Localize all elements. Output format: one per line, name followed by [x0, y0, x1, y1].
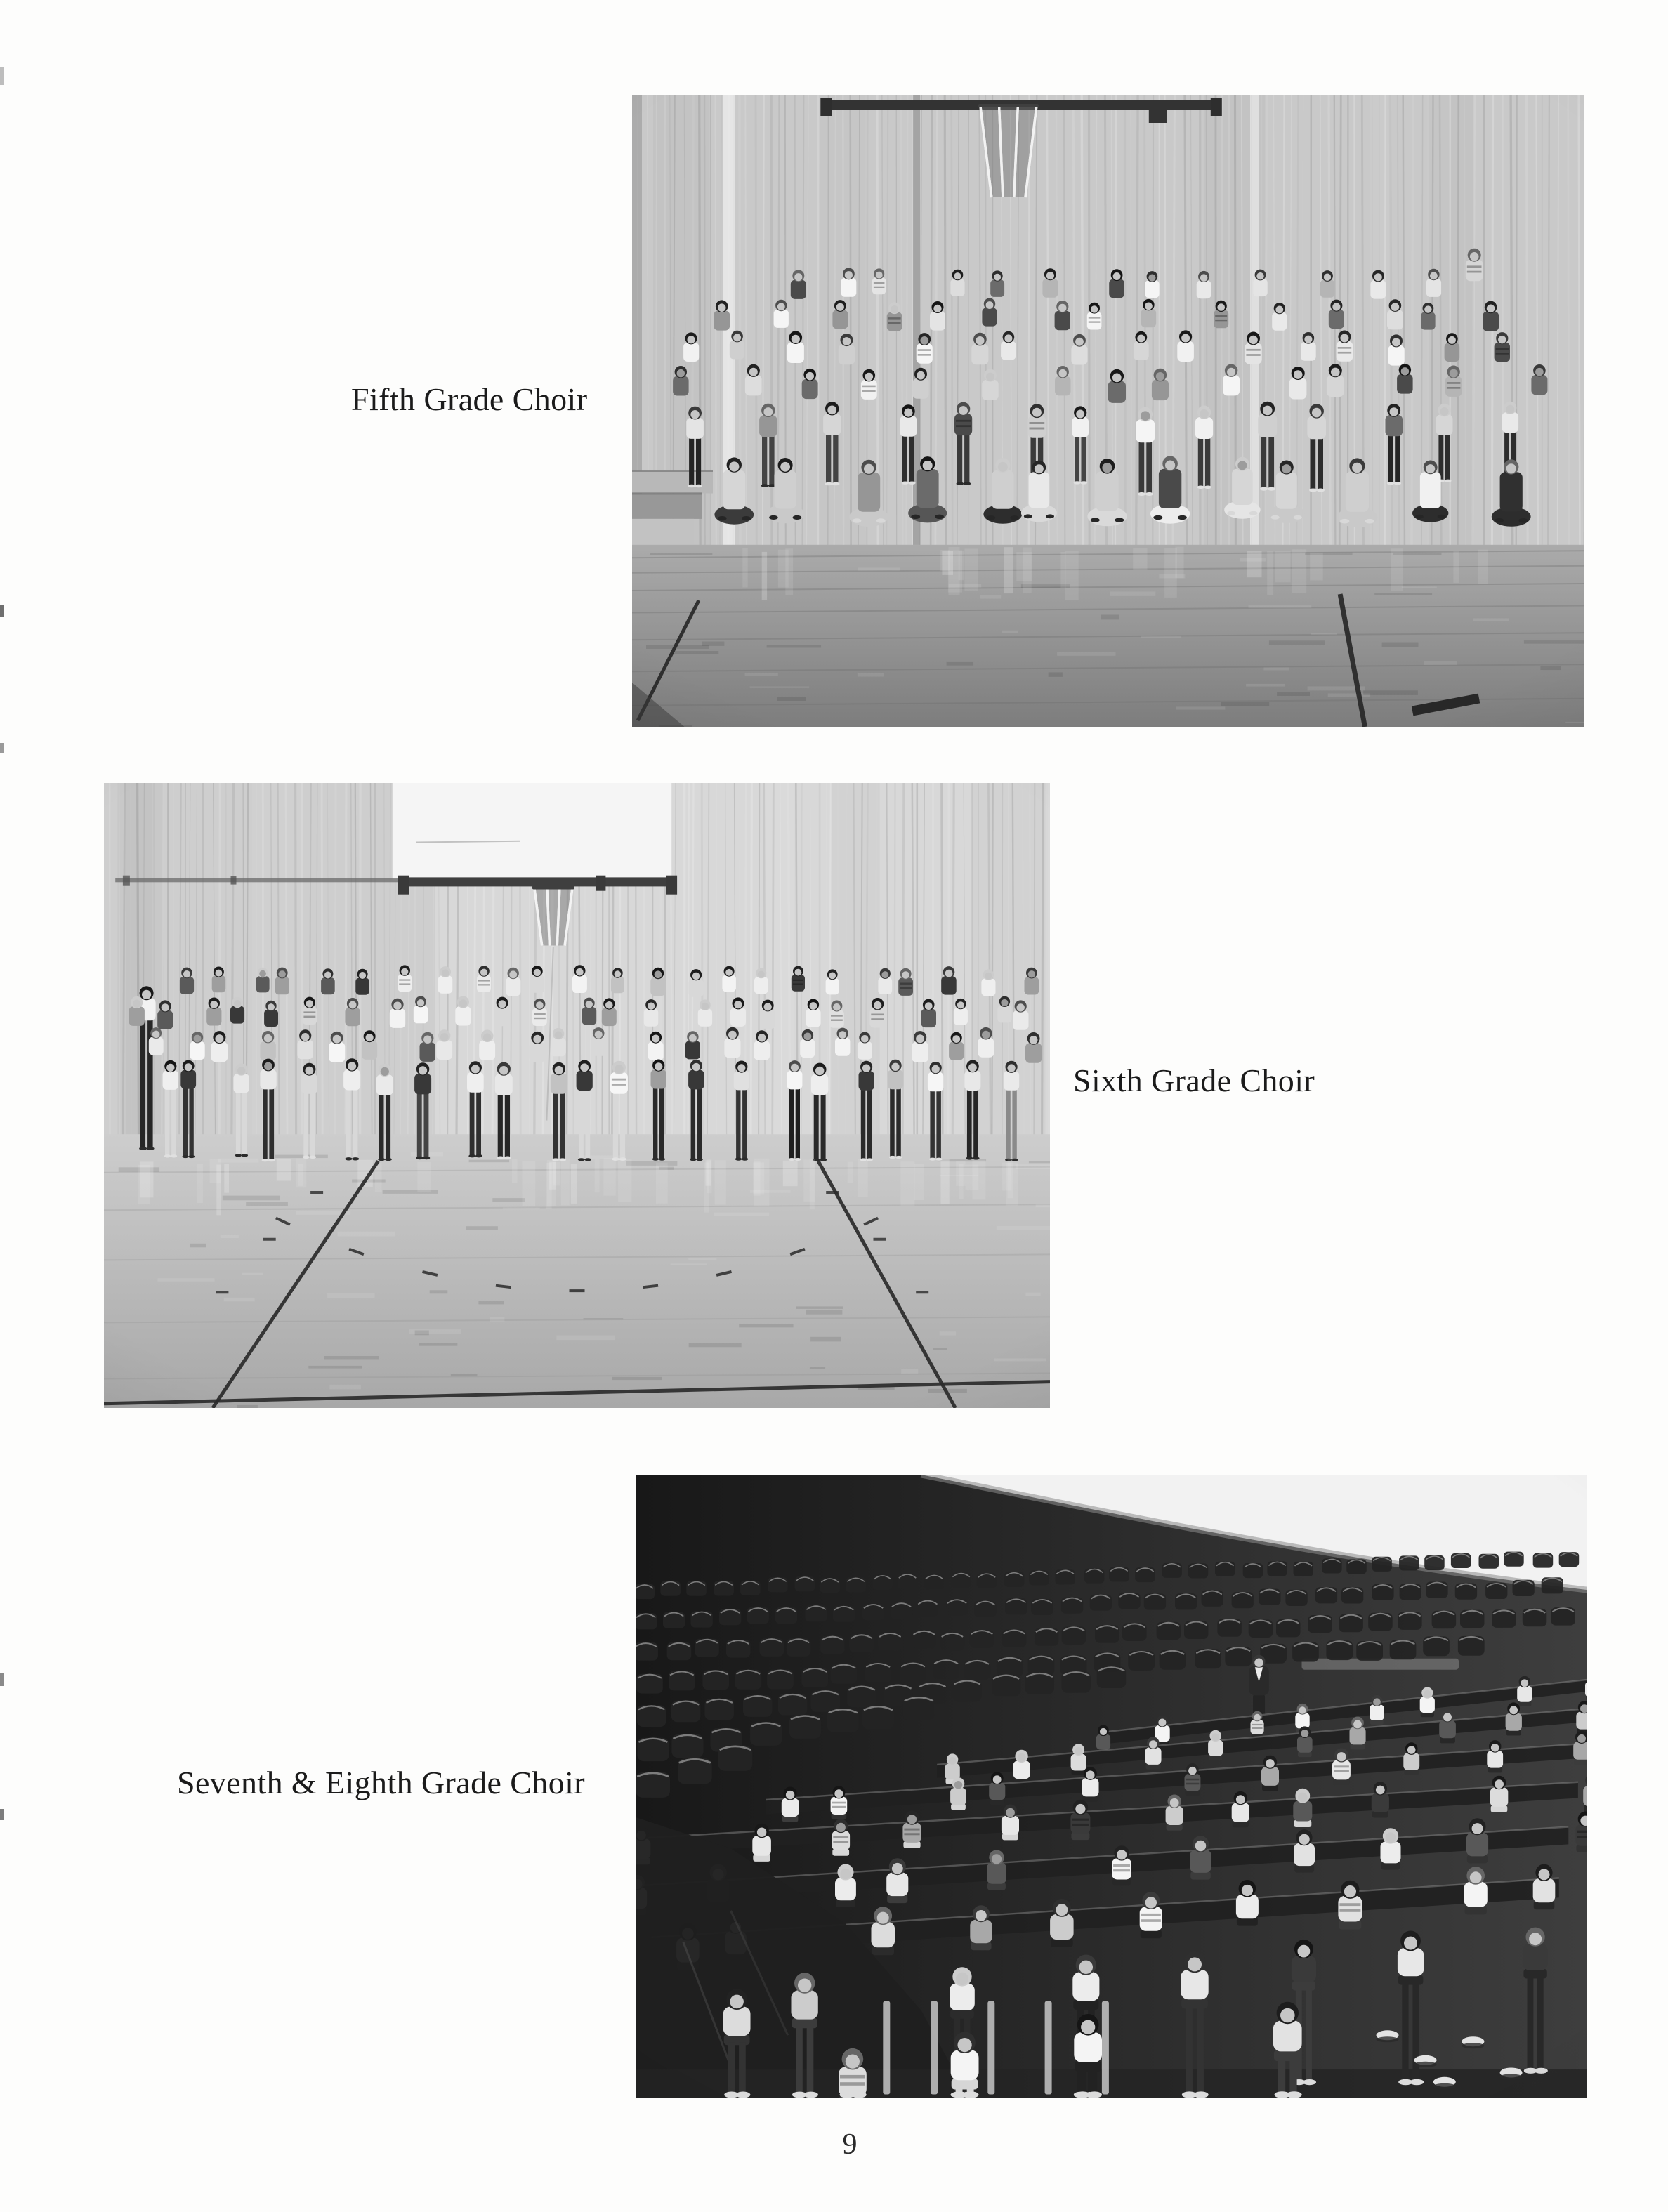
sixth-grade-choir-caption: Sixth Grade Choir [1073, 1062, 1315, 1098]
scan-mark [0, 1809, 4, 1820]
sixth-grade-choir-photo-image [104, 783, 1050, 1408]
fifth-grade-choir-caption: Fifth Grade Choir [351, 381, 588, 417]
scan-mark [0, 67, 4, 85]
page-number: 9 [842, 2128, 858, 2161]
scan-mark [0, 1673, 4, 1686]
fifth-grade-choir-photo [632, 95, 1584, 727]
sixth-grade-choir-photo [104, 783, 1050, 1408]
scan-mark [0, 605, 4, 617]
seventh-eighth-grade-choir-caption: Seventh & Eighth Grade Choir [177, 1765, 585, 1800]
scan-mark [0, 743, 4, 753]
seventh-eighth-grade-choir-photo [636, 1475, 1587, 2098]
seventh-eighth-grade-choir-photo-image [636, 1475, 1587, 2098]
fifth-grade-choir-photo-image [632, 95, 1584, 727]
